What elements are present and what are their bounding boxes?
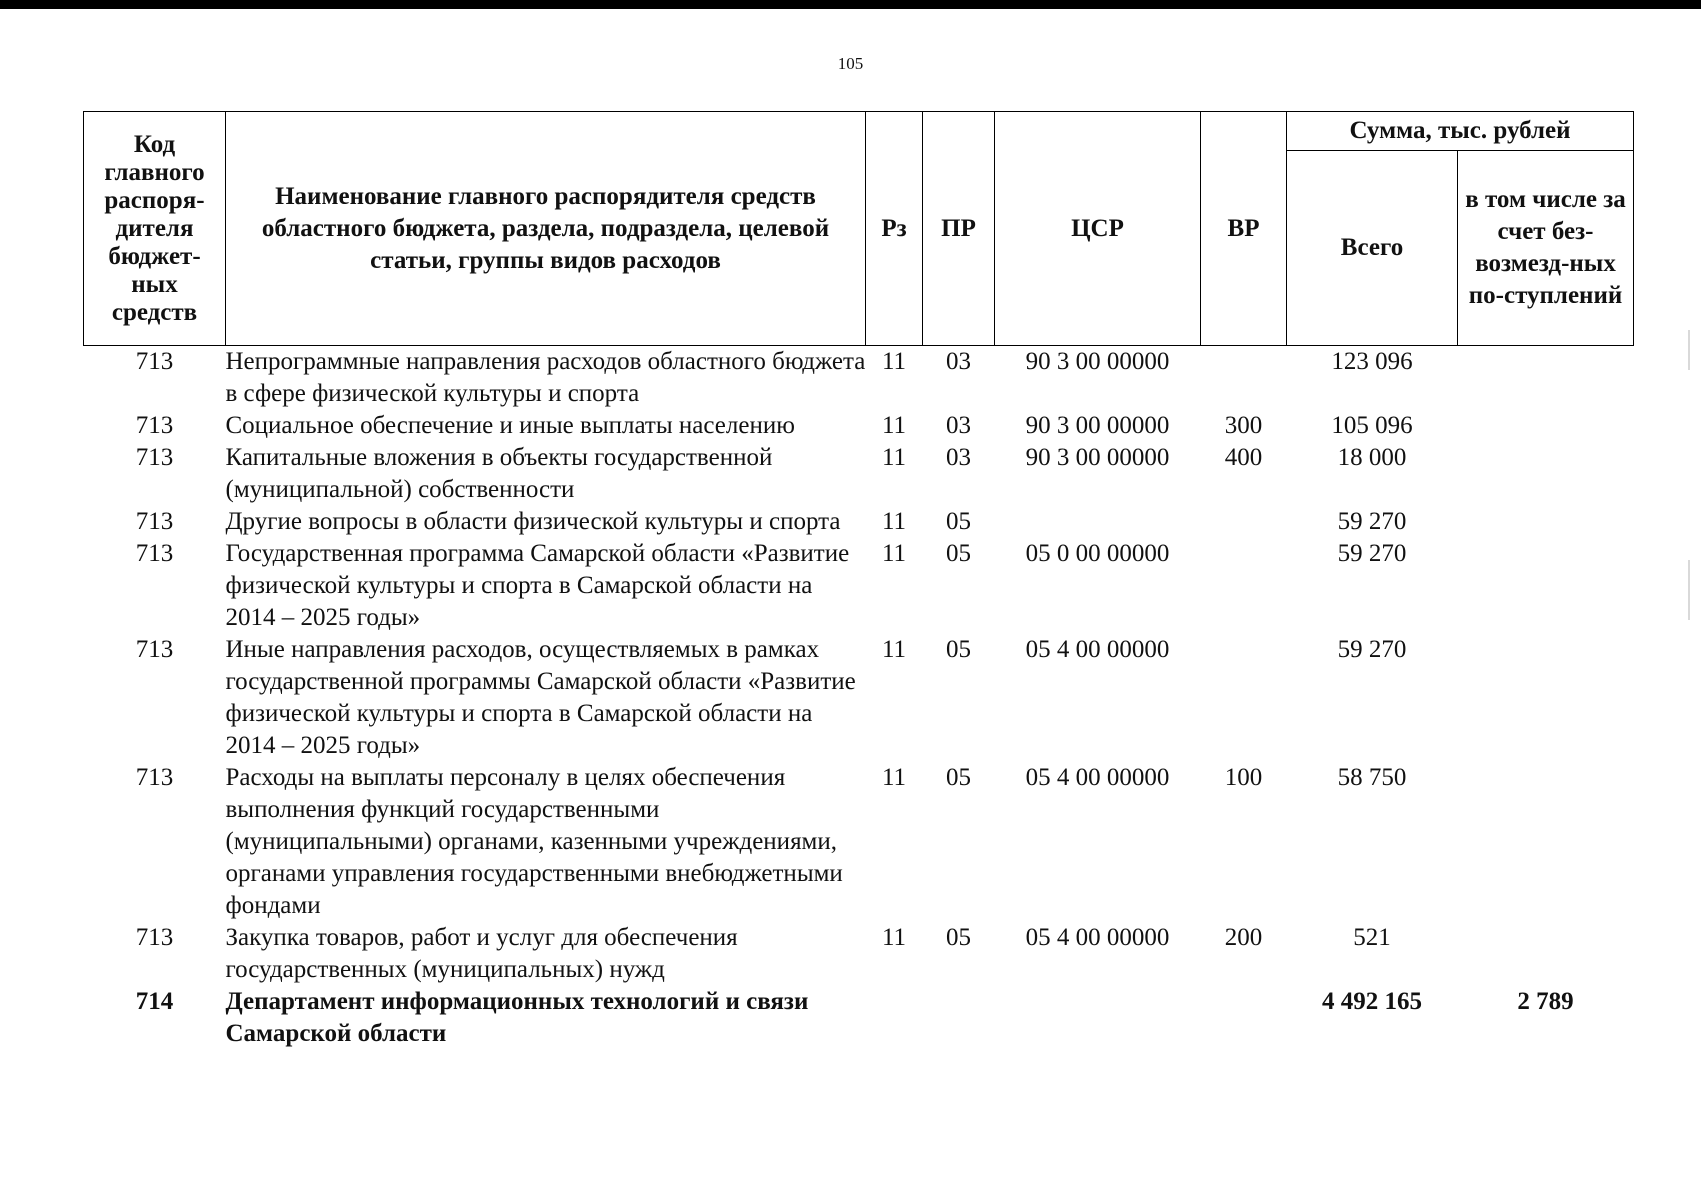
cell-vr [1201,346,1287,411]
cell-code: 713 [135,764,174,791]
cell-rz: 11 [881,540,907,567]
cell-gratuitous [1458,922,1634,986]
cell-name: Непрограммные направления расходов областного бюджета в сфере физической культуры и спорта [225,348,866,407]
cell-name: Капитальные вложения в объекты государственной (муниципальной) собственности [225,444,773,503]
cell-total: 105 096 [1331,412,1413,439]
cell-pr: 05 [946,540,971,567]
cell-gratuitous [1458,442,1634,506]
cell-name: Закупка товаров, работ и услуг для обеспечения государственных (муниципальных) нужд [225,924,738,983]
cell-total: 123 096 [1331,348,1413,375]
cell-csr: 05 4 00 00000 [1025,924,1170,951]
cell-total: 59 270 [1337,540,1407,567]
cell-gratuitous [1458,538,1634,634]
table-row [84,506,1634,538]
cell-csr: 05 4 00 00000 [1025,636,1170,663]
cell-total: 18 000 [1337,444,1407,471]
cell-pr: 05 [946,508,971,535]
table-header [84,112,1634,346]
cell-vr [1201,506,1287,538]
cell-code: 713 [135,540,174,567]
cell-code: 713 [135,444,174,471]
cell-code: 713 [135,636,174,663]
header-pr: ПР [923,112,995,346]
cell-gratuitous [1458,346,1634,411]
cell-pr: 05 [946,764,971,791]
cell-rz: 11 [881,444,907,471]
cell-total: 59 270 [1337,508,1407,535]
table-row [84,922,1634,986]
cell-total: 4 492 165 [1322,988,1422,1015]
cell-csr: 90 3 00 00000 [1025,348,1170,375]
cell-gratuitous: 2 789 [1517,988,1574,1015]
cell-total: 59 270 [1337,636,1407,663]
cell-csr: 90 3 00 00000 [1025,444,1170,471]
cell-rz: 11 [881,924,907,951]
table-row [84,538,1634,634]
table-row [84,410,1634,442]
cell-code: 713 [135,412,174,439]
cell-csr: 05 0 00 00000 [1025,540,1170,567]
table-body [84,346,1634,1051]
cell-code: 713 [135,924,174,951]
cell-pr: 05 [946,924,971,951]
cell-name: Департамент информационных технологий и связи Самарской области [225,988,809,1047]
cell-pr: 05 [946,636,971,663]
cell-csr: 05 4 00 00000 [1025,764,1170,791]
cell-name: Расходы на выплаты персоналу в целях обеспечения выполнения функций государственными (муниципальными) органами, казенными учреждениями, органами управления государственными внебюджетными фондами [225,764,843,919]
cell-gratuitous [1458,762,1634,922]
cell-vr: 100 [1224,764,1263,791]
table-row [84,634,1634,762]
scan-mark [1688,560,1690,620]
scan-mark [1688,330,1690,370]
cell-total: 521 [1353,924,1391,951]
cell-csr: 90 3 00 00000 [1025,412,1170,439]
cell-gratuitous [1458,634,1634,762]
table-row [84,762,1634,922]
cell-vr: 300 [1224,412,1263,439]
table-row [84,346,1634,411]
cell-vr [1201,538,1287,634]
cell-name: Иные направления расходов, осуществляемых в рамках государственной программы Самарской области «Развитие физической культуры и спорта в Самарской области на 2014 – 2025 годы» [225,636,856,759]
cell-rz: 11 [881,636,907,663]
page-number: 105 [837,54,864,73]
cell-csr [995,986,1201,1050]
cell-pr [923,986,995,1050]
header-gratuitous: в том числе за счет без-возмезд-ных по-ступлений [1458,151,1634,346]
cell-gratuitous [1458,410,1634,442]
cell-name: Другие вопросы в области физической культуры и спорта [225,508,841,535]
cell-name: Государственная программа Самарской области «Развитие физической культуры и спорта в Самарской области на 2014 – 2025 годы» [225,540,850,631]
cell-rz: 11 [881,508,907,535]
cell-vr: 400 [1224,444,1263,471]
cell-code: 714 [135,988,174,1015]
cell-total: 58 750 [1337,764,1407,791]
cell-code: 713 [135,508,174,535]
header-vr: ВР [1201,112,1287,346]
cell-code: 713 [135,348,174,375]
cell-name: Социальное обеспечение и иные выплаты населению [225,412,795,439]
header-name: Наименование главного распорядителя средств областного бюджета, раздела, подраздела, целевой статьи, группы видов расходов [226,112,866,346]
cell-vr [1201,634,1287,762]
header-total: Всего [1287,151,1458,346]
top-border [0,0,1701,9]
cell-rz [866,986,923,1050]
header-sum-group: Сумма, тыс. рублей [1287,112,1634,151]
table-row-department [84,986,1634,1050]
cell-rz: 11 [881,764,907,791]
cell-pr: 03 [946,444,971,471]
budget-table [83,111,1634,1050]
cell-vr: 200 [1224,924,1263,951]
cell-rz: 11 [881,348,907,375]
cell-rz: 11 [881,412,907,439]
header-code: Код главного распоря-дителя бюджет-ных средств [84,112,226,346]
cell-gratuitous [1458,506,1634,538]
cell-pr: 03 [946,412,971,439]
header-rz: Рз [866,112,923,346]
cell-csr [995,506,1201,538]
cell-pr: 03 [946,348,971,375]
header-csr: ЦСР [995,112,1201,346]
table-row [84,442,1634,506]
cell-vr [1201,986,1287,1050]
